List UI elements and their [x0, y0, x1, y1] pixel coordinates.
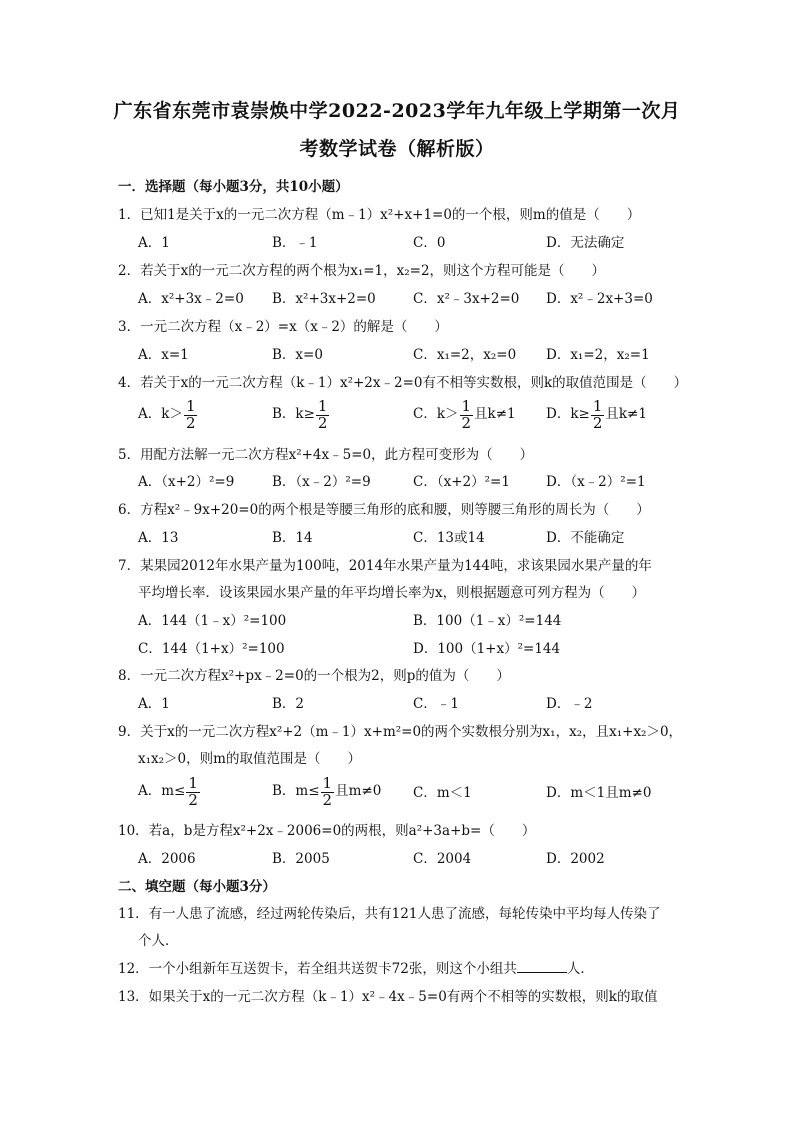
answer-blank: [517, 960, 567, 973]
question-10-option-a: A．2006: [138, 851, 196, 867]
question-13-stem: 13．如果关于x的一元二次方程（k﹣1）x²﹣4x﹣5=0有两个不相等的实数根，则k的取值: [118, 989, 658, 1005]
option-suffix: 且m≠0: [335, 782, 382, 799]
question-5-option-b: B．（x﹣2）²=9: [272, 474, 371, 490]
question-5-stem: 5．用配方法解一元二次方程x²+4x﹣5=0，此方程可变形为（ ）: [118, 447, 534, 463]
fraction-denominator: 2: [461, 413, 472, 432]
question-2-option-c: C．x²﹣3x+2=0: [413, 291, 520, 307]
question-6-option-a: A．13: [138, 530, 179, 546]
question-7-option-a: A．144（1﹣x）²=100: [138, 613, 287, 629]
fraction: [591, 399, 605, 432]
question-12-text: 12．一个小组新年互送贺卡，若全组共送贺卡72张，则这个小组共: [118, 961, 517, 977]
section-multiple-choice: 一．选择题（每小题3分，共10小题）: [118, 179, 349, 195]
option-prefix: C．k＞: [413, 405, 459, 422]
option-suffix: 且k≠1: [474, 405, 516, 422]
fraction: [460, 399, 474, 432]
fraction: [184, 399, 198, 432]
fraction: [316, 399, 330, 432]
question-7-option-c: C．144（1+x）²=100: [138, 641, 285, 657]
question-6-option-d: D．不能确定: [546, 530, 625, 546]
fraction: [321, 776, 335, 809]
fraction: [186, 776, 200, 809]
question-2-stem: 2．若关于x的一元二次方程的两个根为x₁=1，x₂=2，则这个方程可能是（ ）: [118, 263, 606, 279]
option-suffix: 且k≠1: [605, 405, 647, 422]
question-9-stem-line-2: x₁x₂＞0，则m的取值范围是（ ）: [138, 751, 361, 767]
question-5-option-a: A．（x+2）²=9: [138, 474, 235, 490]
question-3-option-c: C．x₁=2，x₂=0: [413, 347, 517, 363]
question-7-option-d: D．100（1+x）²=144: [413, 641, 561, 657]
question-8-option-d: D．﹣2: [546, 696, 593, 712]
section-fill-in-blank: 二、填空题（每小题3分）: [118, 879, 276, 895]
question-5-option-c: C．（x+2）²=1: [413, 474, 510, 490]
question-8-option-b: B．2: [272, 696, 305, 712]
fraction-numerator: 1: [461, 397, 472, 415]
fraction-numerator: 1: [317, 397, 328, 415]
question-1-stem: 1．已知1是关于x的一元二次方程（m﹣1）x²+x+1=0的一个根，则m的值是（ ）: [118, 207, 641, 223]
option-prefix: B．k≥: [272, 405, 315, 422]
question-1-option-b: B．﹣1: [272, 235, 318, 251]
fraction-denominator: 2: [592, 413, 603, 432]
fraction-numerator: 1: [592, 397, 603, 415]
question-9-option-d: D．m＜1且m≠0: [546, 785, 652, 801]
question-11-stem-line-2: 个人．: [138, 933, 179, 949]
question-7-stem-line-2: 平均增长率．设该果园水果产量的年平均增长率为x，则根据题意可列方程为（ ）: [138, 585, 646, 601]
question-4-option-c: [413, 398, 516, 431]
question-12-stem: [118, 957, 683, 977]
question-5-option-d: D．（x﹣2）²=1: [546, 474, 646, 490]
question-4-option-a: [138, 398, 198, 431]
question-4-option-d: [546, 398, 647, 431]
question-9-option-a: [138, 775, 201, 808]
question-2-option-b: B．x²+3x+2=0: [272, 291, 376, 307]
option-prefix: A．k＞: [138, 405, 183, 422]
question-10-option-b: B．2005: [272, 851, 330, 867]
option-prefix: A．m≤: [138, 782, 186, 799]
question-8-option-c: C．﹣1: [413, 696, 459, 712]
fraction-numerator: 1: [322, 774, 333, 792]
exam-title-line-1: 广东省东莞市袁崇焕中学2022-2023学年九年级上学期第一次月: [113, 100, 681, 122]
question-6-option-c: C．13或14: [413, 530, 485, 546]
fraction-numerator: 1: [188, 774, 198, 792]
option-prefix: D．k≥: [546, 405, 590, 422]
question-7-option-b: B．100（1﹣x）²=144: [413, 613, 562, 629]
fraction-denominator: 2: [188, 790, 198, 809]
question-9-stem-line-1: 9．关于x的一元二次方程x²+2（m﹣1）x+m²=0的两个实数根分别为x₁，x₂，且x₁+x₂＞0，: [118, 724, 683, 740]
question-1-option-a: A．1: [138, 235, 170, 251]
question-10-option-d: D．2002: [546, 851, 605, 867]
question-3-option-d: D．x₁=2，x₂=1: [546, 347, 650, 363]
question-4-stem: 4．若关于x的一元二次方程（k﹣1）x²+2x﹣2=0有不相等实数根，则k的取值范围是（ ）: [118, 375, 688, 391]
question-1-option-d: D．无法确定: [546, 235, 625, 251]
question-10-option-c: C．2004: [413, 851, 472, 867]
question-9-option-b: [272, 775, 381, 808]
question-2-option-a: A．x²+3x﹣2=0: [138, 291, 244, 307]
question-12-text-end: 人．: [566, 961, 594, 977]
question-8-stem: 8．一元二次方程x²+px﹣2=0的一个根为2，则p的值为（ ）: [118, 668, 510, 684]
fraction-numerator: 1: [185, 397, 196, 415]
option-prefix: B．m≤: [272, 782, 320, 799]
question-3-option-a: A．x=1: [138, 347, 189, 363]
fraction-denominator: 2: [322, 790, 333, 809]
question-10-stem: 10．若a，b是方程x²+2x﹣2006=0的两根，则a²+3a+b=（ ）: [118, 823, 536, 839]
fraction-denominator: 2: [317, 413, 328, 432]
question-7-stem-line-1: 7．某果园2012年水果产量为100吨，2014年水果产量为144吨，求该果园水果产量的年: [118, 558, 652, 574]
question-4-option-b: [272, 398, 330, 431]
exam-title-line-2: 考数学试卷（解析版）: [299, 138, 495, 160]
fraction-denominator: 2: [185, 413, 196, 432]
question-11-stem-line-1: 11．有一人患了流感，经过两轮传染后，共有121人患了流感，每轮传染中平均每人传染了: [118, 906, 661, 922]
question-8-option-a: A．1: [138, 696, 170, 712]
question-3-option-b: B．x=0: [272, 347, 323, 363]
question-1-option-c: C．0: [413, 235, 446, 251]
question-6-stem: 6．方程x²﹣9x+20=0的两个根是等腰三角形的底和腰，则等腰三角形的周长为（ ）: [118, 502, 650, 518]
question-3-stem: 3．一元二次方程（x﹣2）=x（x﹣2）的解是（ ）: [118, 319, 448, 335]
question-6-option-b: B．14: [272, 530, 313, 546]
question-9-option-c: C．m＜1: [413, 785, 472, 801]
question-2-option-d: D．x²﹣2x+3=0: [546, 291, 653, 307]
